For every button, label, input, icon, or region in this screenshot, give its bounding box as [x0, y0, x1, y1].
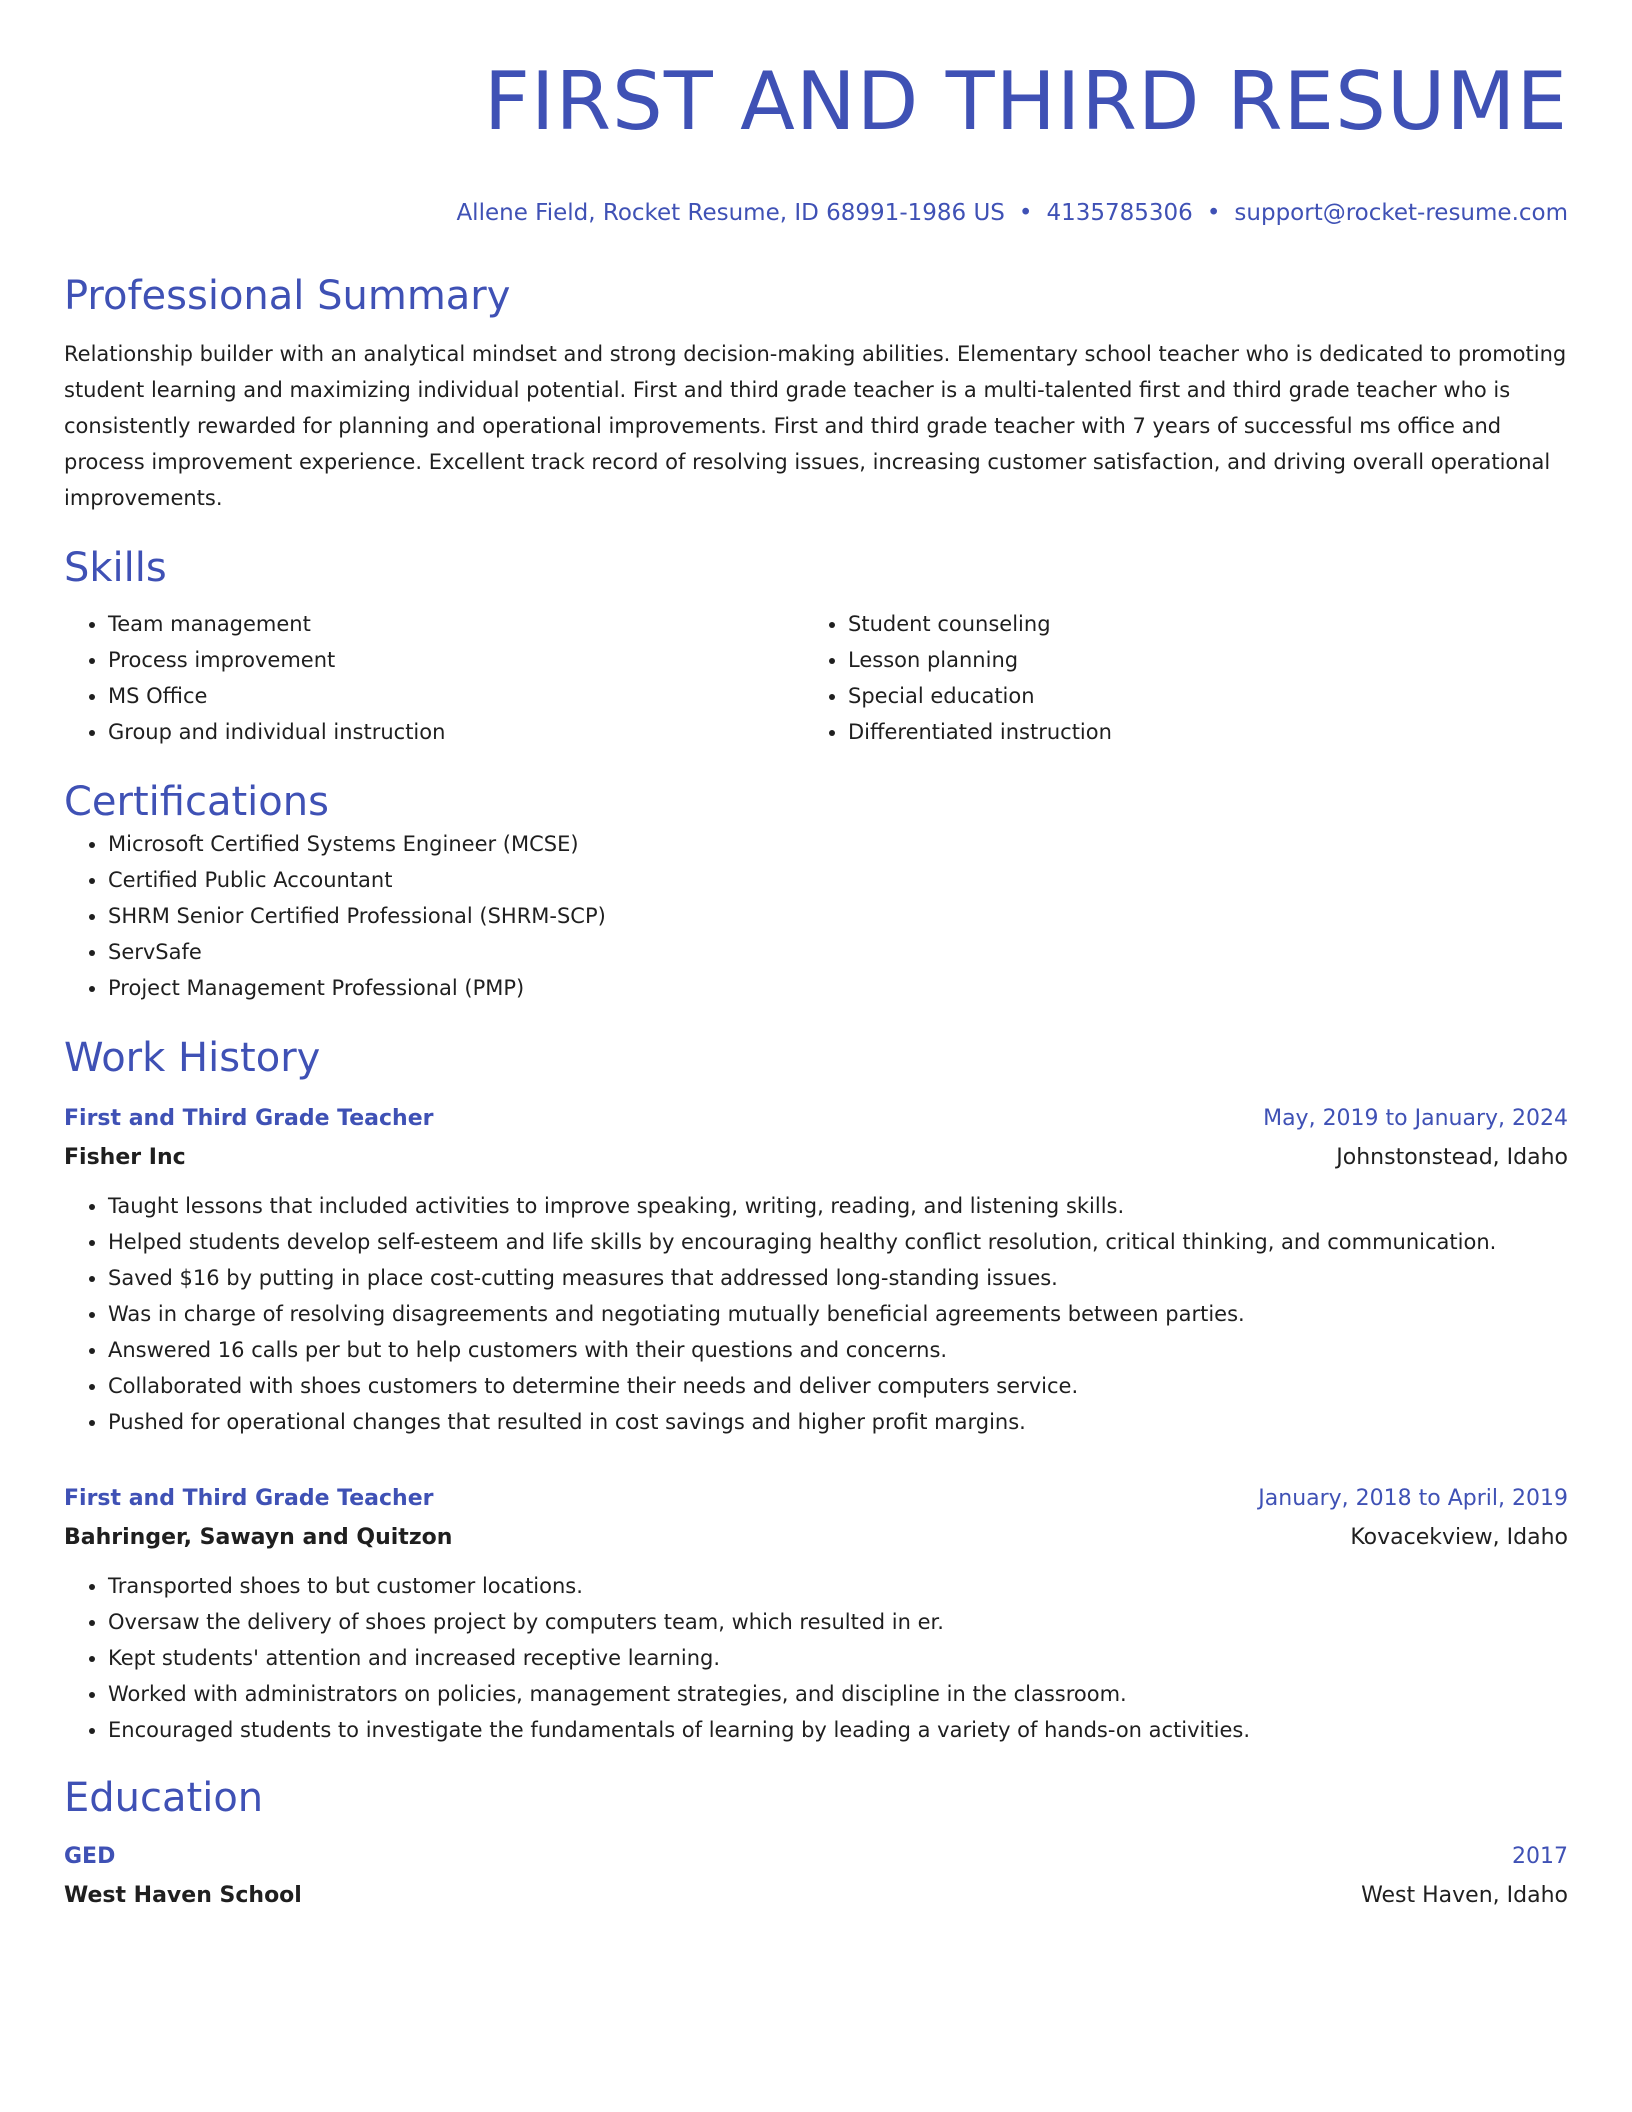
skills-heading: Skills — [64, 545, 167, 591]
certification-item: • SHRM Senior Certified Professional (SHRM-SCP) — [108, 898, 1568, 934]
job-bullet: • Was in charge of resolving disagreements and negotiating mutually beneficial agreements between parties. — [108, 1296, 1568, 1332]
job-dates: May, 2019 to January, 2024 — [1263, 1106, 1568, 1131]
contact-line — [64, 198, 1568, 228]
resume-name: FIRST AND THIRD RESUME — [483, 55, 1568, 148]
job-bullet: • Encouraged students to investigate the fundamentals of learning by leading a variety of hands-on activities. — [108, 1712, 1568, 1748]
education-heading: Education — [64, 1775, 264, 1821]
skill-item: • MS Office — [108, 678, 804, 714]
job-bullet: • Pushed for operational changes that resulted in cost savings and higher profit margins. — [108, 1404, 1568, 1440]
skills-column-right — [804, 606, 1544, 750]
certifications-list — [64, 826, 1568, 1006]
certification-item: • Certified Public Accountant — [108, 862, 1568, 898]
work-history-heading: Work History — [64, 1035, 321, 1081]
skill-item: • Team management — [108, 606, 804, 642]
skills-column-left — [64, 606, 804, 750]
skill-item: • Student counseling — [848, 606, 1544, 642]
job-company: Fisher Inc — [64, 1145, 186, 1170]
skill-item: • Differentiated instruction — [848, 714, 1544, 750]
certification-item: • Microsoft Certified Systems Engineer (MCSE) — [108, 826, 1568, 862]
job-header-row — [64, 1100, 1568, 1138]
education-location: West Haven, Idaho — [1361, 1883, 1568, 1908]
job-header-row — [64, 1480, 1568, 1518]
job-bullet: • Oversaw the delivery of shoes project by computers team, which resulted in er. — [108, 1604, 1568, 1640]
job-bullets — [64, 1188, 1568, 1440]
education-degree: GED — [64, 1844, 116, 1869]
job-bullet: • Worked with administrators on policies, management strategies, and discipline in the classroom. — [108, 1676, 1568, 1712]
summary-text: Relationship builder with an analytical mindset and strong decision-making abilities. Elementary school teacher who is dedicated to promoting student learning and maximizing individual potential. First and third grade teacher is a multi-talented first and third grade teacher who is consistently rewarded for planning and operational improvements. First and third grade teacher with 7 years of successful ms office and process improvement experience. Excellent track record of resolving issues, increasing customer satisfaction, and driving overall operational improvements. — [64, 342, 1567, 510]
skills-columns — [64, 606, 1568, 750]
skill-item: • Special education — [848, 678, 1544, 714]
job-bullet: • Collaborated with shoes customers to determine their needs and deliver computers service. — [108, 1368, 1568, 1404]
education-year: 2017 — [1512, 1844, 1568, 1869]
job-title: First and Third Grade Teacher — [64, 1486, 434, 1511]
job-company-row — [64, 1138, 1568, 1178]
job-bullet: • Taught lessons that included activities to improve speaking, writing, reading, and listening skills. — [108, 1188, 1568, 1224]
skill-item: • Process improvement — [108, 642, 804, 678]
contact-separator: • — [1206, 200, 1221, 226]
contact-phone: 4135785306 — [1046, 200, 1193, 226]
education-school: West Haven School — [64, 1883, 302, 1908]
job-dates: January, 2018 to April, 2019 — [1258, 1486, 1568, 1511]
contact-address: Allene Field, Rocket Resume, ID 68991-1986 US — [456, 200, 1005, 226]
skill-item: • Lesson planning — [848, 642, 1544, 678]
job-entry — [64, 1480, 1568, 1748]
job-bullets — [64, 1568, 1568, 1748]
certification-item: • ServSafe — [108, 934, 1568, 970]
skills-list-left — [64, 606, 804, 750]
job-bullet: • Helped students develop self-esteem and life skills by encouraging healthy conflict resolution, critical thinking, and communication. — [108, 1224, 1568, 1260]
job-title: First and Third Grade Teacher — [64, 1106, 434, 1131]
job-location: Kovacekview, Idaho — [1350, 1525, 1568, 1550]
job-bullet: • Kept students' attention and increased receptive learning. — [108, 1640, 1568, 1676]
education-entry — [64, 1838, 1568, 1916]
job-bullet: • Answered 16 calls per but to help customers with their questions and concerns. — [108, 1332, 1568, 1368]
skills-list-right — [804, 606, 1544, 750]
skill-item: • Group and individual instruction — [108, 714, 804, 750]
certification-item: • Project Management Professional (PMP) — [108, 970, 1568, 1006]
job-entry — [64, 1100, 1568, 1440]
job-company: Bahringer, Sawayn and Quitzon — [64, 1525, 453, 1550]
education-school-row — [64, 1876, 1568, 1916]
job-bullet: • Saved $16 by putting in place cost-cutting measures that addressed long-standing issues. — [108, 1260, 1568, 1296]
certifications-heading: Certifications — [64, 779, 329, 825]
job-location: Johnstonstead, Idaho — [1336, 1145, 1568, 1170]
contact-email: support@rocket-resume.com — [1234, 200, 1568, 226]
summary-heading: Professional Summary — [64, 273, 511, 319]
education-header-row — [64, 1838, 1568, 1876]
job-bullet: • Transported shoes to but customer locations. — [108, 1568, 1568, 1604]
contact-separator: • — [1018, 200, 1033, 226]
job-company-row — [64, 1518, 1568, 1558]
